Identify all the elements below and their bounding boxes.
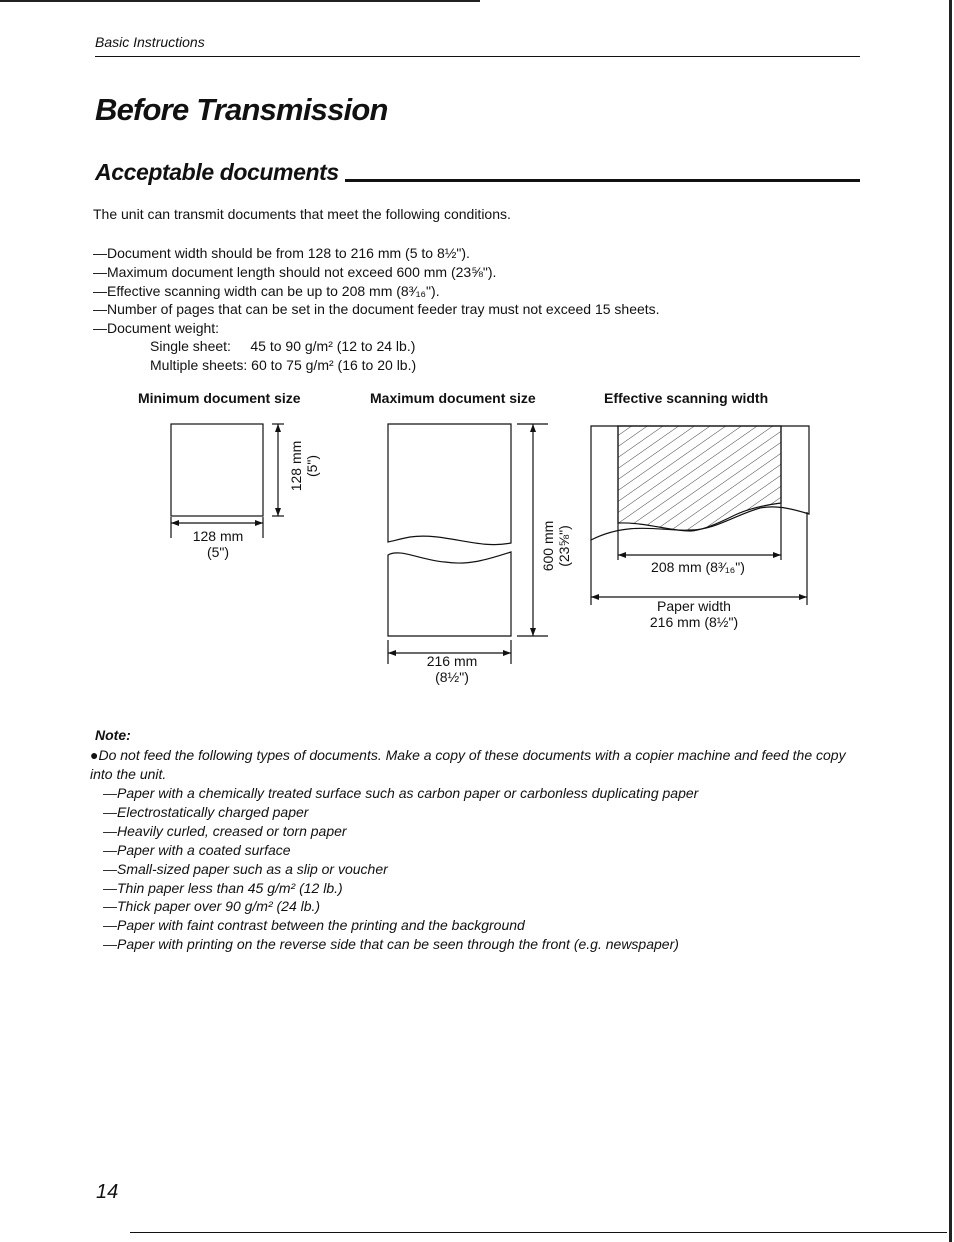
paper-width-caption: Paper width [657, 598, 731, 614]
weight-single: Single sheet: 45 to 90 g/m² (12 to 24 lb.) [150, 338, 416, 354]
section-heading: Acceptable documents [95, 159, 339, 185]
min-width-mm: 128 mm [192, 528, 244, 544]
note-item: —Electrostatically charged paper [103, 803, 309, 820]
max-width-mm: 216 mm [426, 653, 478, 669]
scan-width-title: Effective scanning width [604, 390, 769, 406]
condition-item: —Effective scanning width can be up to 208 mm (8³⁄₁₆"). [93, 282, 440, 299]
note-item: —Thick paper over 90 g/m² (24 lb.) [103, 898, 321, 915]
min-height-in: (5") [304, 454, 320, 478]
condition-item: —Maximum document length should not exceed 600 mm (23⅝"). [93, 263, 497, 280]
note-list [103, 784, 698, 954]
min-height-label [288, 441, 320, 492]
note-item: —Paper with printing on the reverse side that can be seen through the front (e.g. newspaper) [103, 936, 679, 953]
max-width-label [410, 653, 494, 685]
condition-item: —Number of pages that can be set in the document feeder tray must not exceed 15 sheets. [93, 301, 660, 318]
scan-width-label: 208 mm (8³⁄₁₆") [651, 559, 745, 575]
footer-rule [130, 1232, 947, 1233]
note-item: —Paper with a chemically treated surface such as carbon paper or carbonless duplicating paper [103, 785, 699, 801]
note-item: —Heavily curled, creased or torn paper [103, 822, 347, 839]
min-width-label [182, 528, 254, 560]
note-item: —Small-sized paper such as a slip or voucher [103, 860, 388, 877]
min-size-title: Minimum document size [138, 390, 301, 406]
paper-width-value: 216 mm (8½") [649, 614, 739, 630]
paper-width-label [624, 598, 764, 630]
max-height-in: (23⅝") [556, 525, 572, 567]
min-width-in: (5") [206, 544, 230, 560]
section-header-label: Basic Instructions [95, 34, 205, 50]
note-item: —Thin paper less than 45 g/m² (12 lb.) [103, 879, 343, 896]
note-item: —Paper with a coated surface [103, 841, 291, 858]
page-number: 14 [96, 1181, 119, 1203]
weight-multiple: Multiple sheets: 60 to 75 g/m² (16 to 20 lb.) [150, 357, 417, 373]
max-width-in: (8½") [435, 669, 469, 685]
note-title: Note: [95, 727, 131, 743]
note-item: —Paper with faint contrast between the printing and the background [103, 917, 525, 934]
max-height-label [540, 521, 572, 572]
max-height-mm: 600 mm [540, 520, 556, 572]
max-size-title: Maximum document size [370, 390, 536, 406]
note-intro: ●Do not feed the following types of documents. Make a copy of these documents with a copier machine and feed the copy into the unit. [90, 747, 846, 782]
condition-item: —Document weight: [93, 320, 220, 337]
min-height-mm: 128 mm [288, 440, 304, 492]
condition-item: —Document width should be from 128 to 216 mm (5 to 8½"). [93, 245, 470, 261]
page-title: Before Transmission [95, 92, 388, 127]
intro-text: The unit can transmit documents that meet the following conditions. [93, 206, 511, 222]
